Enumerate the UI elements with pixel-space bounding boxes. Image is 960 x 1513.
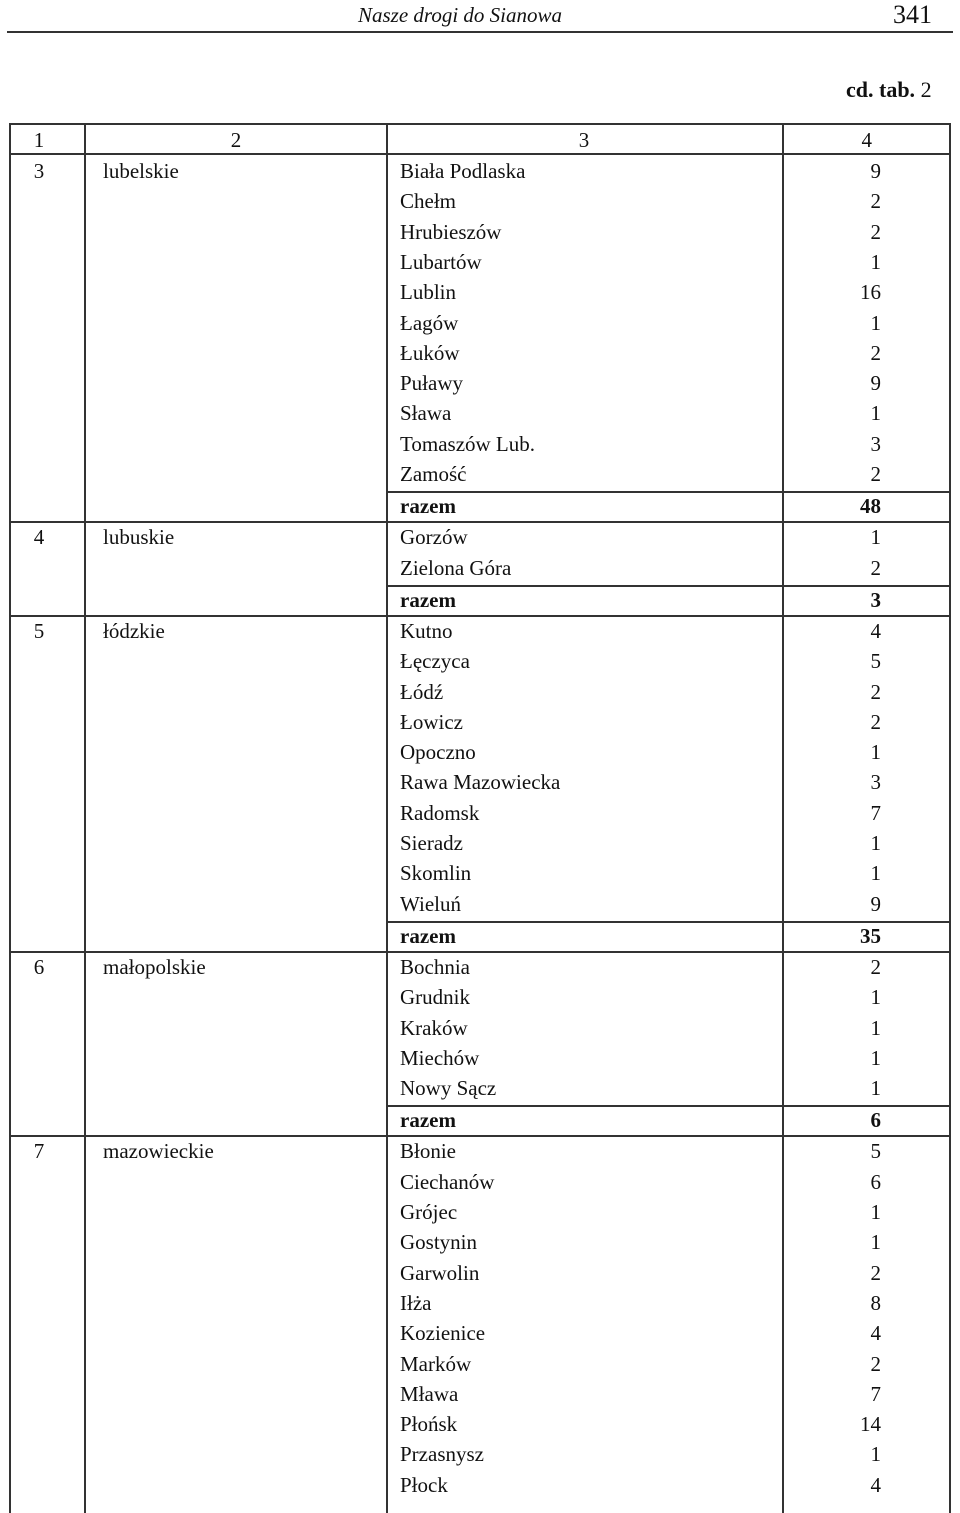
header-rule	[7, 31, 953, 33]
subtotal-value: 48	[860, 494, 881, 519]
place-count: 1	[870, 740, 881, 765]
place-name: Zielona Góra	[400, 555, 512, 580]
subtotal-value: 6	[870, 1108, 881, 1133]
place-name: Grudnik	[400, 985, 470, 1010]
place-name: Gorzów	[400, 525, 468, 550]
place-count: 4	[870, 1472, 881, 1497]
voivodeship-name: łódzkie	[103, 618, 165, 643]
subtotal-label: razem	[400, 494, 456, 519]
subtotal-rule	[386, 585, 949, 587]
place-name: Przasnysz	[400, 1442, 484, 1467]
page-number: 341	[893, 0, 932, 29]
place-count: 2	[870, 954, 881, 979]
place-count: 9	[870, 891, 881, 916]
column-header-2: 2	[230, 128, 242, 152]
place-name: Kraków	[400, 1015, 468, 1040]
place-count: 2	[870, 189, 881, 214]
place-count: 6	[870, 1169, 881, 1194]
group-number: 7	[33, 1139, 45, 1164]
column-header-3: 3	[578, 128, 590, 152]
place-name: Rawa Mazowiecka	[400, 770, 561, 795]
page-header	[0, 0, 960, 32]
place-count: 9	[870, 371, 881, 396]
column-divider-1	[84, 125, 86, 1513]
place-count: 2	[870, 555, 881, 580]
place-name: Marków	[400, 1351, 472, 1376]
place-count: 2	[870, 462, 881, 486]
place-count: 4	[870, 1321, 881, 1346]
place-count: 1	[870, 249, 881, 274]
place-name: Skomlin	[400, 861, 472, 886]
place-count: 1	[870, 985, 881, 1010]
place-count: 5	[870, 649, 881, 674]
place-count: 16	[860, 280, 881, 305]
place-name: Hrubieszów	[400, 219, 502, 244]
subtotal-value: 3	[870, 587, 881, 612]
running-title: Nasze drogi do Sianowa	[358, 3, 562, 27]
place-name: Iłża	[400, 1290, 432, 1315]
place-count: 3	[870, 770, 881, 795]
place-name: Chełm	[400, 189, 456, 214]
group-number: 3	[33, 159, 45, 183]
place-name: Ciechanów	[400, 1169, 495, 1194]
voivodeship-name: małopolskie	[103, 954, 206, 979]
place-name: Łódź	[400, 679, 444, 704]
place-count: 2	[870, 1351, 881, 1376]
place-count: 1	[870, 1015, 881, 1040]
place-count: 4	[870, 618, 881, 643]
subtotal-value: 35	[860, 923, 881, 948]
column-header-1: 1	[33, 128, 45, 152]
place-name: Miechów	[400, 1045, 480, 1070]
subtotal-label: razem	[400, 1108, 456, 1133]
place-count: 7	[870, 1381, 881, 1406]
place-name: Łowicz	[400, 709, 463, 734]
place-name: Gostynin	[400, 1230, 478, 1255]
column-divider-3	[782, 125, 784, 1513]
place-name: Płock	[400, 1472, 448, 1497]
place-count: 1	[870, 1045, 881, 1070]
continued-text: cd. tab.	[846, 77, 916, 102]
place-name: Kozienice	[400, 1321, 486, 1346]
place-count: 1	[870, 401, 881, 426]
place-name: Grójec	[400, 1200, 458, 1224]
place-count: 1	[870, 525, 881, 550]
voivodeship-name: lubuskie	[103, 525, 175, 550]
group-number: 6	[33, 954, 45, 979]
subtotal-label: razem	[400, 923, 456, 948]
place-count: 1	[870, 861, 881, 886]
place-name: Błonie	[400, 1139, 456, 1164]
data-table	[9, 123, 951, 1513]
place-name: Garwolin	[400, 1260, 480, 1285]
place-count: 2	[870, 340, 881, 365]
place-name: Tomaszów Lub.	[400, 431, 536, 456]
place-name: Opoczno	[400, 740, 476, 765]
place-count: 1	[870, 1230, 881, 1255]
place-name: Puławy	[400, 371, 463, 396]
place-name: Łagów	[400, 310, 459, 335]
place-count: 9	[870, 159, 881, 183]
subtotal-rule	[386, 1105, 949, 1107]
place-name: Lublin	[400, 280, 456, 305]
place-name: Sława	[400, 401, 452, 426]
place-name: Łuków	[400, 340, 460, 365]
place-count: 1	[870, 1076, 881, 1101]
place-count: 2	[870, 219, 881, 244]
place-count: 7	[870, 800, 881, 825]
group-number: 5	[33, 618, 45, 643]
place-count: 1	[870, 1442, 881, 1467]
voivodeship-name: lubelskie	[103, 159, 179, 183]
place-count: 2	[870, 679, 881, 704]
subtotal-label: razem	[400, 587, 456, 612]
place-count: 1	[870, 310, 881, 335]
place-name: Zamość	[400, 462, 467, 486]
place-count: 14	[860, 1412, 881, 1437]
column-divider-2	[386, 125, 388, 1513]
continued-number: 2	[920, 77, 932, 102]
place-name: Sieradz	[400, 831, 463, 855]
place-name: Biała Podlaska	[400, 159, 526, 183]
place-name: Lubartów	[400, 249, 482, 274]
place-count: 1	[870, 831, 881, 855]
place-name: Łęczyca	[400, 649, 470, 674]
place-count: 5	[870, 1139, 881, 1164]
place-name: Kutno	[400, 618, 453, 643]
place-count: 2	[870, 1260, 881, 1285]
column-header-4: 4	[861, 128, 872, 152]
header-row-rule	[11, 153, 949, 155]
place-name: Płońsk	[400, 1412, 458, 1437]
place-count: 3	[870, 431, 881, 456]
group-number: 4	[33, 525, 45, 550]
place-name: Mława	[400, 1381, 459, 1406]
place-name: Bochnia	[400, 954, 470, 979]
place-count: 2	[870, 709, 881, 734]
place-name: Wieluń	[400, 891, 461, 916]
table-continued-label	[846, 77, 932, 103]
place-count: 1	[870, 1200, 881, 1224]
voivodeship-name: mazowieckie	[103, 1139, 214, 1164]
place-count: 8	[870, 1290, 881, 1315]
place-name: Radomsk	[400, 800, 480, 825]
place-name: Nowy Sącz	[400, 1076, 497, 1101]
